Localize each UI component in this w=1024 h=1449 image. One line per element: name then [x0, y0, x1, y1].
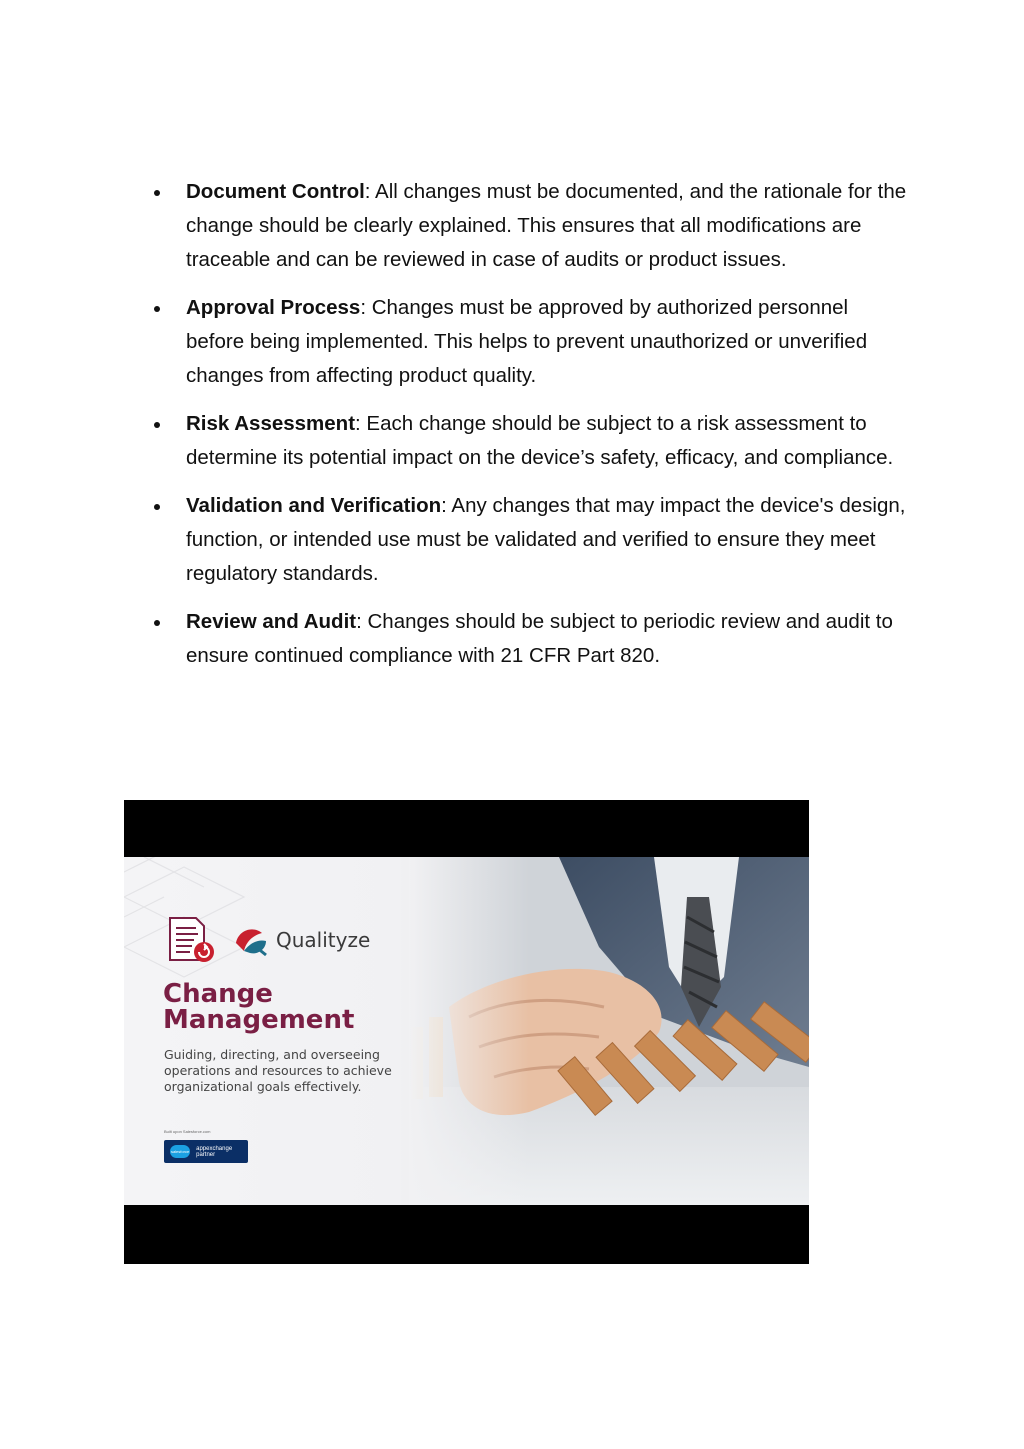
bullet-icon: [154, 422, 160, 428]
bullet-term: Risk Assessment: [186, 412, 356, 435]
brand-name: Qualityze: [276, 928, 371, 952]
promo-banner: [124, 857, 809, 1205]
promo-title: [163, 981, 423, 1033]
bullet-icon: [154, 190, 160, 196]
list-item: [150, 291, 910, 393]
badge-text: appexchange partner: [196, 1145, 233, 1158]
hand-stopping-dominoes-photo: [409, 857, 809, 1205]
promo-title-line1: Change: [163, 979, 273, 1009]
bullet-term: Approval Process: [186, 296, 361, 319]
brand-row: [164, 915, 370, 965]
salesforce-cloud-icon: salesforce: [170, 1145, 190, 1158]
document-change-icon: [164, 916, 218, 964]
bullet-icon: [154, 504, 160, 510]
appexchange-badge: [164, 1140, 248, 1163]
qualityze-logo-icon: [232, 923, 270, 957]
list-item: [150, 605, 910, 673]
bullet-text: : Changes should be subject to periodic review and audit to ensure continued compliance with 21 CFR Part 820.: [186, 610, 893, 667]
bullet-term: Document Control: [186, 180, 365, 203]
promo-subtitle: Guiding, directing, and overseeing operations and resources to achieve organizational goals effectively.: [164, 1047, 392, 1094]
bullet-text: : Any changes that may impact the device's design, function, or intended use must be validated and verified to ensure they meet regulatory standards.: [186, 494, 906, 585]
bullet-text: : Each change should be subject to a risk assessment to determine its potential impact on the device’s safety, efficacy, and compliance.: [186, 412, 894, 469]
bullet-list: [150, 175, 910, 687]
list-item: [150, 489, 910, 591]
bullet-term: Validation and Verification: [186, 494, 442, 517]
change-management-image: [124, 800, 809, 1264]
bullet-icon: [154, 306, 160, 312]
promo-title-line2: Management: [163, 1005, 355, 1035]
bullet-text: : Changes must be approved by authorized personnel before being implemented. This helps to prevent unauthorized or unverified changes from affecting product quality.: [186, 296, 868, 387]
bullet-icon: [154, 620, 160, 626]
bullet-text: : All changes must be documented, and the rationale for the change should be clearly explained. This ensures that all modifications are traceable and can be reviewed in case of audits or product issues.: [186, 180, 907, 271]
list-item: [150, 175, 910, 277]
badge-caption: Built upon Salesforce.com: [164, 1129, 211, 1134]
list-item: [150, 407, 910, 475]
bullet-term: Review and Audit: [186, 610, 357, 633]
